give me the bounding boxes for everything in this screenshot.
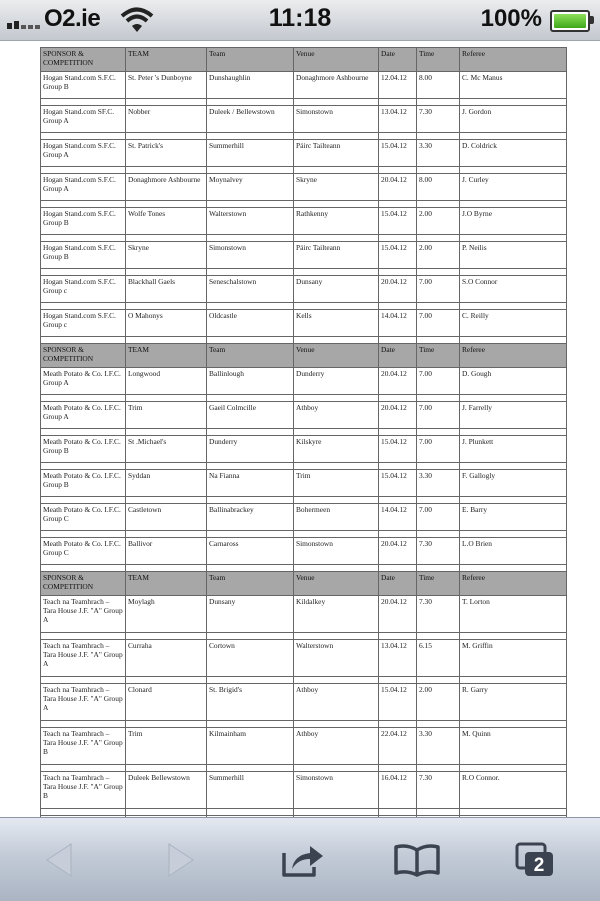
cell-team-away: Oldcastle — [207, 310, 294, 337]
header-cell-team-home: TEAM — [126, 572, 207, 596]
cell-competition: Hogan Stand.com S.F.C. Group c — [41, 276, 126, 303]
cell-team-home: Curraha — [126, 640, 207, 677]
header-cell-competition: SPONSOR & COMPETITION — [41, 48, 126, 72]
cell-team-home: O Mahonys — [126, 310, 207, 337]
cell-team-home: Skryne — [126, 242, 207, 269]
cell-date: 20.04.12 — [379, 174, 417, 201]
cell-time: 7.00 — [417, 276, 460, 303]
cell-date: 15.04.12 — [379, 470, 417, 497]
cell-time: 7.00 — [417, 436, 460, 463]
header-cell-team-home: TEAM — [126, 344, 207, 368]
cell-time: 2.00 — [417, 208, 460, 235]
cell-team-home: Duleek Bellewstown — [126, 772, 207, 809]
back-arrow-icon — [43, 841, 77, 879]
header-cell-team-away: Team — [207, 48, 294, 72]
cell-time: 2.00 — [417, 242, 460, 269]
cell-venue: Athboy — [294, 684, 379, 721]
cell-team-away: Summerhill — [207, 772, 294, 809]
cell-venue: Donaghmore Ashbourne — [294, 72, 379, 99]
cell-time: 7.00 — [417, 310, 460, 337]
header-cell-venue: Venue — [294, 572, 379, 596]
cell-time: 8.00 — [417, 72, 460, 99]
header-cell-team-away: Team — [207, 572, 294, 596]
table-row — [41, 276, 567, 303]
cell-time: 7.30 — [417, 772, 460, 809]
table-row — [41, 72, 567, 99]
cell-time: 7.00 — [417, 402, 460, 429]
cell-referee: J. Curley — [460, 174, 567, 201]
cell-referee: J. Gordon — [460, 106, 567, 133]
header-cell-competition: SPONSOR & COMPETITION — [41, 572, 126, 596]
cell-referee: C. Reilly — [460, 310, 567, 337]
cell-referee: J. Farrelly — [460, 402, 567, 429]
header-cell-competition: SPONSOR & COMPETITION — [41, 344, 126, 368]
fixtures-table — [40, 47, 567, 860]
table-header-row — [41, 344, 567, 368]
cell-competition: Teach na Teamhrach – Tara House J.F. "A" Group B — [41, 772, 126, 809]
back-button[interactable] — [30, 818, 90, 901]
cell-referee: M. Quinn — [460, 728, 567, 765]
cell-date: 20.04.12 — [379, 276, 417, 303]
cell-time: 7.30 — [417, 106, 460, 133]
table-row — [41, 596, 567, 633]
spacer-row — [41, 633, 567, 640]
cell-team-away: Gaeil Colmcille — [207, 402, 294, 429]
spacer-row — [41, 531, 567, 538]
cell-time: 7.30 — [417, 596, 460, 633]
spacer-row — [41, 235, 567, 242]
cell-time: 3.30 — [417, 470, 460, 497]
bookmarks-button[interactable] — [386, 818, 448, 901]
cell-date: 14.04.12 — [379, 310, 417, 337]
document-view[interactable] — [0, 41, 600, 817]
cell-time: 3.30 — [417, 140, 460, 167]
cell-referee: E. Barry — [460, 504, 567, 531]
cell-date: 15.04.12 — [379, 436, 417, 463]
cell-date: 13.04.12 — [379, 640, 417, 677]
header-cell-time: Time — [417, 572, 460, 596]
header-cell-referee: Referee — [460, 344, 567, 368]
spacer-row — [41, 269, 567, 276]
cell-team-home: Castletown — [126, 504, 207, 531]
cell-team-home: Wolfe Tones — [126, 208, 207, 235]
cell-date: 12.04.12 — [379, 72, 417, 99]
cell-time: 6.15 — [417, 640, 460, 677]
spacer-row — [41, 395, 567, 402]
spacer-row — [41, 201, 567, 208]
cell-referee: R. Garry — [460, 684, 567, 721]
browser-toolbar — [0, 817, 600, 901]
header-cell-team-home: TEAM — [126, 48, 207, 72]
spacer-row — [41, 167, 567, 174]
header-cell-venue: Venue — [294, 48, 379, 72]
table-row — [41, 242, 567, 269]
cell-venue: Páirc Tailteann — [294, 242, 379, 269]
table-row — [41, 772, 567, 809]
forward-button[interactable] — [150, 818, 210, 901]
spacer-row — [41, 497, 567, 504]
cell-competition: Hogan Stand.com S.F.C. Group B — [41, 72, 126, 99]
cell-venue: Simonstown — [294, 106, 379, 133]
cell-date: 15.04.12 — [379, 684, 417, 721]
cell-team-away: Summerhill — [207, 140, 294, 167]
battery-icon — [550, 10, 590, 32]
cell-referee: T. Lorton — [460, 596, 567, 633]
header-cell-time: Time — [417, 344, 460, 368]
cell-time: 7.00 — [417, 504, 460, 531]
cell-date: 20.04.12 — [379, 368, 417, 395]
cell-competition: Hogan Stand.com S.F.C. Group c — [41, 310, 126, 337]
cell-referee: S.O Connor — [460, 276, 567, 303]
header-cell-referee: Referee — [460, 48, 567, 72]
cell-competition: Hogan Stand.com S.F.C. Group B — [41, 242, 126, 269]
cell-team-home: Nobber — [126, 106, 207, 133]
spacer-row — [41, 677, 567, 684]
cell-venue: Athboy — [294, 402, 379, 429]
cell-date: 20.04.12 — [379, 538, 417, 565]
cell-date: 14.04.12 — [379, 504, 417, 531]
cell-team-home: Ballivor — [126, 538, 207, 565]
cell-venue: Dunderry — [294, 368, 379, 395]
cell-venue: Kilskyre — [294, 436, 379, 463]
spacer-row — [41, 765, 567, 772]
cell-venue: Páirc Tailteann — [294, 140, 379, 167]
cell-venue: Trim — [294, 470, 379, 497]
cell-referee: P. Neilis — [460, 242, 567, 269]
table-header-row — [41, 572, 567, 596]
cell-team-away: Dunshaughlin — [207, 72, 294, 99]
cell-team-away: Simonstown — [207, 242, 294, 269]
cell-competition: Teach na Teamhrach – Tara House J.F. "A" Group A — [41, 684, 126, 721]
cell-team-away: Ballinabrackey — [207, 504, 294, 531]
cell-date: 15.04.12 — [379, 208, 417, 235]
cell-referee: D. Gough — [460, 368, 567, 395]
cell-time: 7.30 — [417, 538, 460, 565]
cell-team-home: St. Peter 's Dunboyne — [126, 72, 207, 99]
cell-team-home: Syddan — [126, 470, 207, 497]
spacer-row — [41, 429, 567, 436]
table-row — [41, 310, 567, 337]
spacer-row — [41, 303, 567, 310]
cell-team-home: Moylagh — [126, 596, 207, 633]
cell-time: 7.00 — [417, 368, 460, 395]
cell-referee: J.O Byrne — [460, 208, 567, 235]
cell-venue: Athboy — [294, 728, 379, 765]
tabs-button[interactable] — [502, 818, 568, 901]
spacer-row — [41, 99, 567, 106]
spacer-row — [41, 463, 567, 470]
cell-referee: C. Mc Manus — [460, 72, 567, 99]
cell-time: 2.00 — [417, 684, 460, 721]
cell-team-away: Dunderry — [207, 436, 294, 463]
table-row — [41, 684, 567, 721]
tabs-count: 2 — [533, 854, 545, 876]
cell-date: 16.04.12 — [379, 772, 417, 809]
cell-venue: Bohermeen — [294, 504, 379, 531]
header-cell-date: Date — [379, 48, 417, 72]
cell-competition: Teach na Teamhrach – Tara House J.F. "A" Group B — [41, 728, 126, 765]
cell-venue: Walterstown — [294, 640, 379, 677]
cell-referee: J. Plunkett — [460, 436, 567, 463]
table-row — [41, 436, 567, 463]
table-row — [41, 368, 567, 395]
cell-team-away: St. Brigid's — [207, 684, 294, 721]
header-cell-date: Date — [379, 572, 417, 596]
cell-team-away: Ballinlough — [207, 368, 294, 395]
cell-team-home: Blackhall Gaels — [126, 276, 207, 303]
header-cell-referee: Referee — [460, 572, 567, 596]
cell-venue: Dunsany — [294, 276, 379, 303]
table-row — [41, 470, 567, 497]
cell-competition: Hogan Stand.com S.F.C. Group B — [41, 208, 126, 235]
cell-team-away: Kilmainham — [207, 728, 294, 765]
battery-percent: 100% — [480, 5, 542, 32]
cell-competition: Meath Potato & Co. I.F.C. Group B — [41, 470, 126, 497]
carrier-name: O2.ie — [44, 5, 101, 32]
spacer-row — [41, 565, 567, 572]
tabs-icon — [513, 840, 557, 880]
spacer-row — [41, 721, 567, 728]
cell-team-home: St. Patrick's — [126, 140, 207, 167]
table-row — [41, 140, 567, 167]
spacer-row — [41, 337, 567, 344]
cell-competition: Hogan Stand.com S.F.C. Group A — [41, 140, 126, 167]
cell-venue: Simonstown — [294, 772, 379, 809]
cell-team-away: Dunsany — [207, 596, 294, 633]
cell-team-home: Longwood — [126, 368, 207, 395]
cell-date: 20.04.12 — [379, 596, 417, 633]
cell-competition: Hogan Stand.com SF.C. Group A — [41, 106, 126, 133]
table-row — [41, 728, 567, 765]
bookmarks-icon — [393, 842, 441, 878]
share-icon — [280, 841, 326, 879]
share-button[interactable] — [270, 818, 336, 901]
cell-competition: Meath Potato & Co. I.F.C. Group C — [41, 538, 126, 565]
cell-venue: Kildalkey — [294, 596, 379, 633]
cell-referee: R.O Connor. — [460, 772, 567, 809]
clock: 11:18 — [268, 4, 332, 32]
cell-team-home: Donaghmore Ashbourne — [126, 174, 207, 201]
cell-team-home: Trim — [126, 402, 207, 429]
cell-date: 13.04.12 — [379, 106, 417, 133]
cell-referee: D. Coldrick — [460, 140, 567, 167]
header-cell-time: Time — [417, 48, 460, 72]
table-header-row — [41, 48, 567, 72]
cell-time: 8.00 — [417, 174, 460, 201]
spacer-row — [41, 809, 567, 816]
cell-time: 3.30 — [417, 728, 460, 765]
cell-team-home: St .Michael's — [126, 436, 207, 463]
cell-team-away: Walterstown — [207, 208, 294, 235]
table-row — [41, 106, 567, 133]
cell-referee: L.O Brien — [460, 538, 567, 565]
cell-team-away: Cortown — [207, 640, 294, 677]
table-row — [41, 208, 567, 235]
cell-referee: F. Gallogly — [460, 470, 567, 497]
cell-date: 20.04.12 — [379, 402, 417, 429]
cell-venue: Rathkenny — [294, 208, 379, 235]
cell-competition: Meath Potato & Co. I.F.C. Group A — [41, 402, 126, 429]
cell-date: 15.04.12 — [379, 242, 417, 269]
cell-team-away: Na Fianna — [207, 470, 294, 497]
spacer-row — [41, 133, 567, 140]
cell-team-away: Moynalvey — [207, 174, 294, 201]
cell-referee: M. Griffin — [460, 640, 567, 677]
forward-arrow-icon — [163, 841, 197, 879]
cell-competition: Hogan Stand.com S.F.C. Group A — [41, 174, 126, 201]
cell-venue: Simonstown — [294, 538, 379, 565]
cell-competition: Meath Potato & Co. I.F.C. Group B — [41, 436, 126, 463]
cell-competition: Meath Potato & Co. I.F.C. Group C — [41, 504, 126, 531]
cell-venue: Skryne — [294, 174, 379, 201]
cell-team-away: Seneschalstown — [207, 276, 294, 303]
table-row — [41, 174, 567, 201]
cell-team-home: Clonard — [126, 684, 207, 721]
header-cell-date: Date — [379, 344, 417, 368]
table-row — [41, 402, 567, 429]
table-row — [41, 538, 567, 565]
table-row — [41, 504, 567, 531]
cell-team-away: Carnaross — [207, 538, 294, 565]
cell-competition: Meath Potato & Co. I.F.C. Group A — [41, 368, 126, 395]
cell-team-home: Trim — [126, 728, 207, 765]
table-row — [41, 640, 567, 677]
cell-team-away: Duleek / Bellewstown — [207, 106, 294, 133]
cell-competition: Teach na Teamhrach – Tara House J.F. "A" Group A — [41, 640, 126, 677]
header-cell-venue: Venue — [294, 344, 379, 368]
header-cell-team-away: Team — [207, 344, 294, 368]
status-bar — [0, 0, 600, 41]
cell-venue: Kells — [294, 310, 379, 337]
cell-competition: Teach na Teamhrach – Tara House J.F. "A" Group A — [41, 596, 126, 633]
cell-date: 15.04.12 — [379, 140, 417, 167]
cell-date: 22.04.12 — [379, 728, 417, 765]
